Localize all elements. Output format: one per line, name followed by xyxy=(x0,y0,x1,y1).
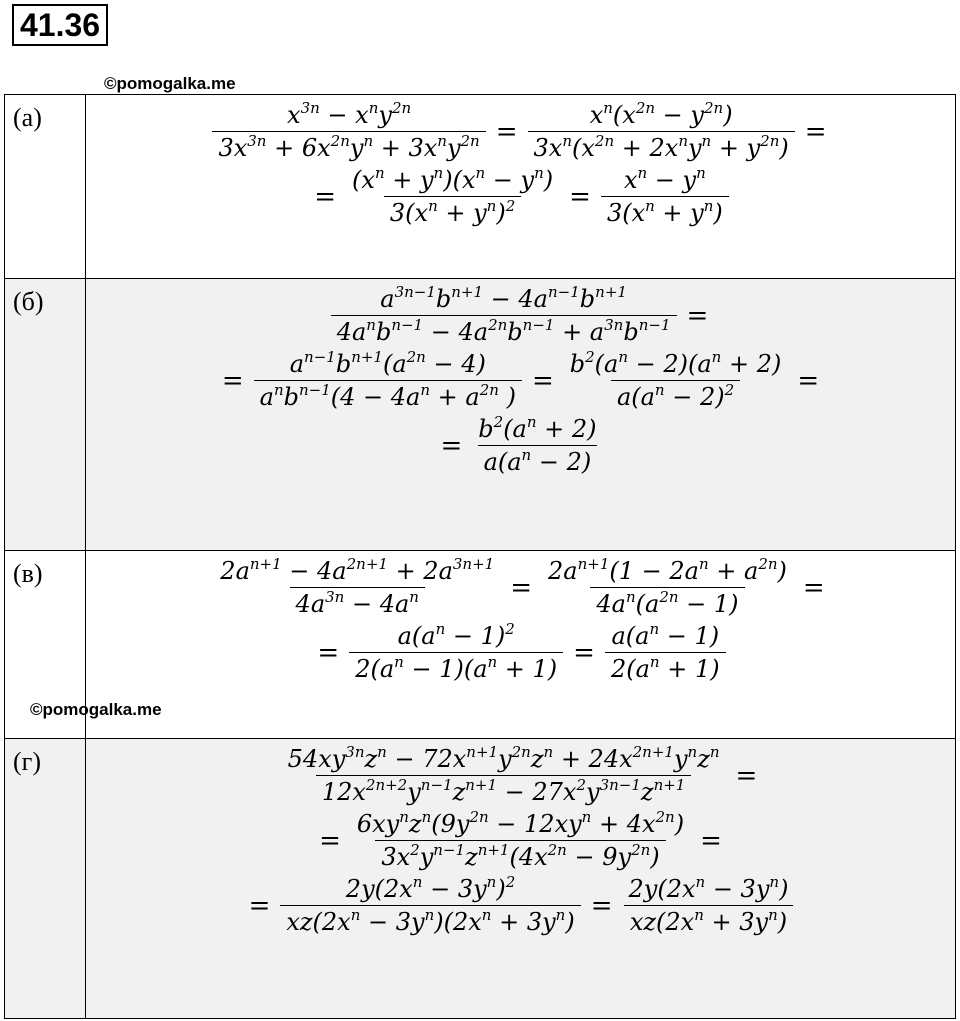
fraction: $\frac{a^{n-1}b^{n+1}(a^{2n} - 4)}{a^nb^{n-1}(4 - 4a^n + a^{2n} )}$ xyxy=(254,350,522,411)
fraction: $\frac{(x^n + y^n)(x^n - y^n)}{3(x^n + y^n)^2}$ xyxy=(352,164,554,227)
part-g-label: (г) xyxy=(5,739,86,1019)
solution-table xyxy=(4,94,956,1019)
fraction: $\frac{b^2(a^n - 2)(a^n + 2)}{a(a^n - 2)^2}$ xyxy=(569,348,782,411)
equals-sign: = xyxy=(573,637,595,668)
part-b-line-3 xyxy=(434,415,606,476)
part-b-label: (б) xyxy=(5,279,86,551)
part-a-line-1 xyxy=(208,101,832,162)
part-a-math xyxy=(86,95,956,279)
part-g-line-3 xyxy=(243,875,799,936)
part-a-row xyxy=(5,95,956,279)
part-v-label: (в) xyxy=(5,551,86,739)
equals-sign: = xyxy=(531,365,554,396)
part-g-line-2 xyxy=(313,810,728,871)
equals-sign: = xyxy=(700,825,722,856)
fraction: $\frac{2y(2x^n - 3y^n)^2}{xz(2x^n - 3y^n)(2x^n + 3y^n)}$ xyxy=(280,875,580,936)
fraction: $\frac{b^2(a^n + 2)}{a(a^n - 2)}$ xyxy=(478,413,597,476)
part-a-line-2 xyxy=(308,166,733,227)
part-v-line-1 xyxy=(210,557,830,618)
fraction: $\frac{x^n - y^n}{3(x^n + y^n)}$ xyxy=(601,166,729,227)
equals-sign: = xyxy=(802,572,825,603)
fraction: $\frac{2a^{n+1}(1 - 2a^n + a^{2n})}{4a^n(a^{2n} - 1)}$ xyxy=(548,555,787,618)
equals-sign: = xyxy=(495,116,518,147)
part-b-line-2 xyxy=(216,350,825,411)
fraction: $\frac{54xy^{3n}z^n - 72x^{n+1}y^{2n}z^n + 24x^{2n+1}y^nz^n}{12x^{2n+2}y^{n-1}z^{n+1} - 27x^2y^{3n-1}z^{n+1}}$ xyxy=(287,743,720,806)
part-v-line-2 xyxy=(311,622,729,683)
equals-sign: = xyxy=(314,181,337,212)
part-b-line-1 xyxy=(327,285,715,346)
part-g-line-1 xyxy=(278,745,764,806)
equals-sign: = xyxy=(440,430,463,461)
equals-sign: = xyxy=(686,300,709,331)
equals-sign: = xyxy=(248,890,271,921)
equals-sign: = xyxy=(804,116,827,147)
fraction: $\frac{2a^{n+1} - 4a^{2n+1} + 2a^{3n+1}}{4a^{3n} - 4a^n}$ xyxy=(220,555,495,618)
problem-number: 41.36 xyxy=(12,4,108,46)
fraction: $\frac{x^n(x^{2n} - y^{2n})}{3x^n(x^{2n} + 2x^ny^n + y^{2n})}$ xyxy=(528,101,795,162)
part-g-math xyxy=(86,739,956,1019)
part-b-row xyxy=(5,279,956,551)
part-g-row xyxy=(5,739,956,1019)
part-v-math xyxy=(86,551,956,739)
watermark-inline: ©pomogalka.me xyxy=(30,700,162,719)
watermark-top: ©pomogalka.me xyxy=(104,74,236,93)
equals-sign: = xyxy=(797,365,820,396)
part-b-math xyxy=(86,279,956,551)
fraction: $\frac{a(a^n - 1)^2}{2(a^n - 1)(a^n + 1)}$ xyxy=(349,622,563,683)
equals-sign: = xyxy=(569,181,591,212)
part-a-label: (а) xyxy=(5,95,86,279)
equals-sign: = xyxy=(319,825,341,856)
fraction: $\frac{6xy^nz^n(9y^{2n} - 12xy^n + 4x^{2n})}{3x^2y^{n-1}z^{n+1}(4x^{2n} - 9y^{2n})}$ xyxy=(356,808,685,871)
fraction: $\frac{a(a^n - 1)}{2(a^n + 1)}$ xyxy=(605,622,726,683)
fraction: $\frac{a^{3n-1}b^{n+1} - 4a^{n-1}b^{n+1}}{4a^nb^{n-1} - 4a^{2n}b^{n-1} + a^{3n}b^{n-1}}$ xyxy=(331,285,677,346)
equals-sign: = xyxy=(221,365,244,396)
equals-sign: = xyxy=(510,572,533,603)
fraction: $\frac{2y(2x^n - 3y^n)}{xz(2x^n + 3y^n)}$ xyxy=(623,875,795,936)
equals-sign: = xyxy=(735,760,758,791)
equals-sign: = xyxy=(590,890,613,921)
fraction: $\frac{x^{3n} - x^ny^{2n}}{3x^{3n} + 6x^{2n}y^n + 3x^ny^{2n}}$ xyxy=(212,101,485,162)
equals-sign: = xyxy=(317,637,340,668)
